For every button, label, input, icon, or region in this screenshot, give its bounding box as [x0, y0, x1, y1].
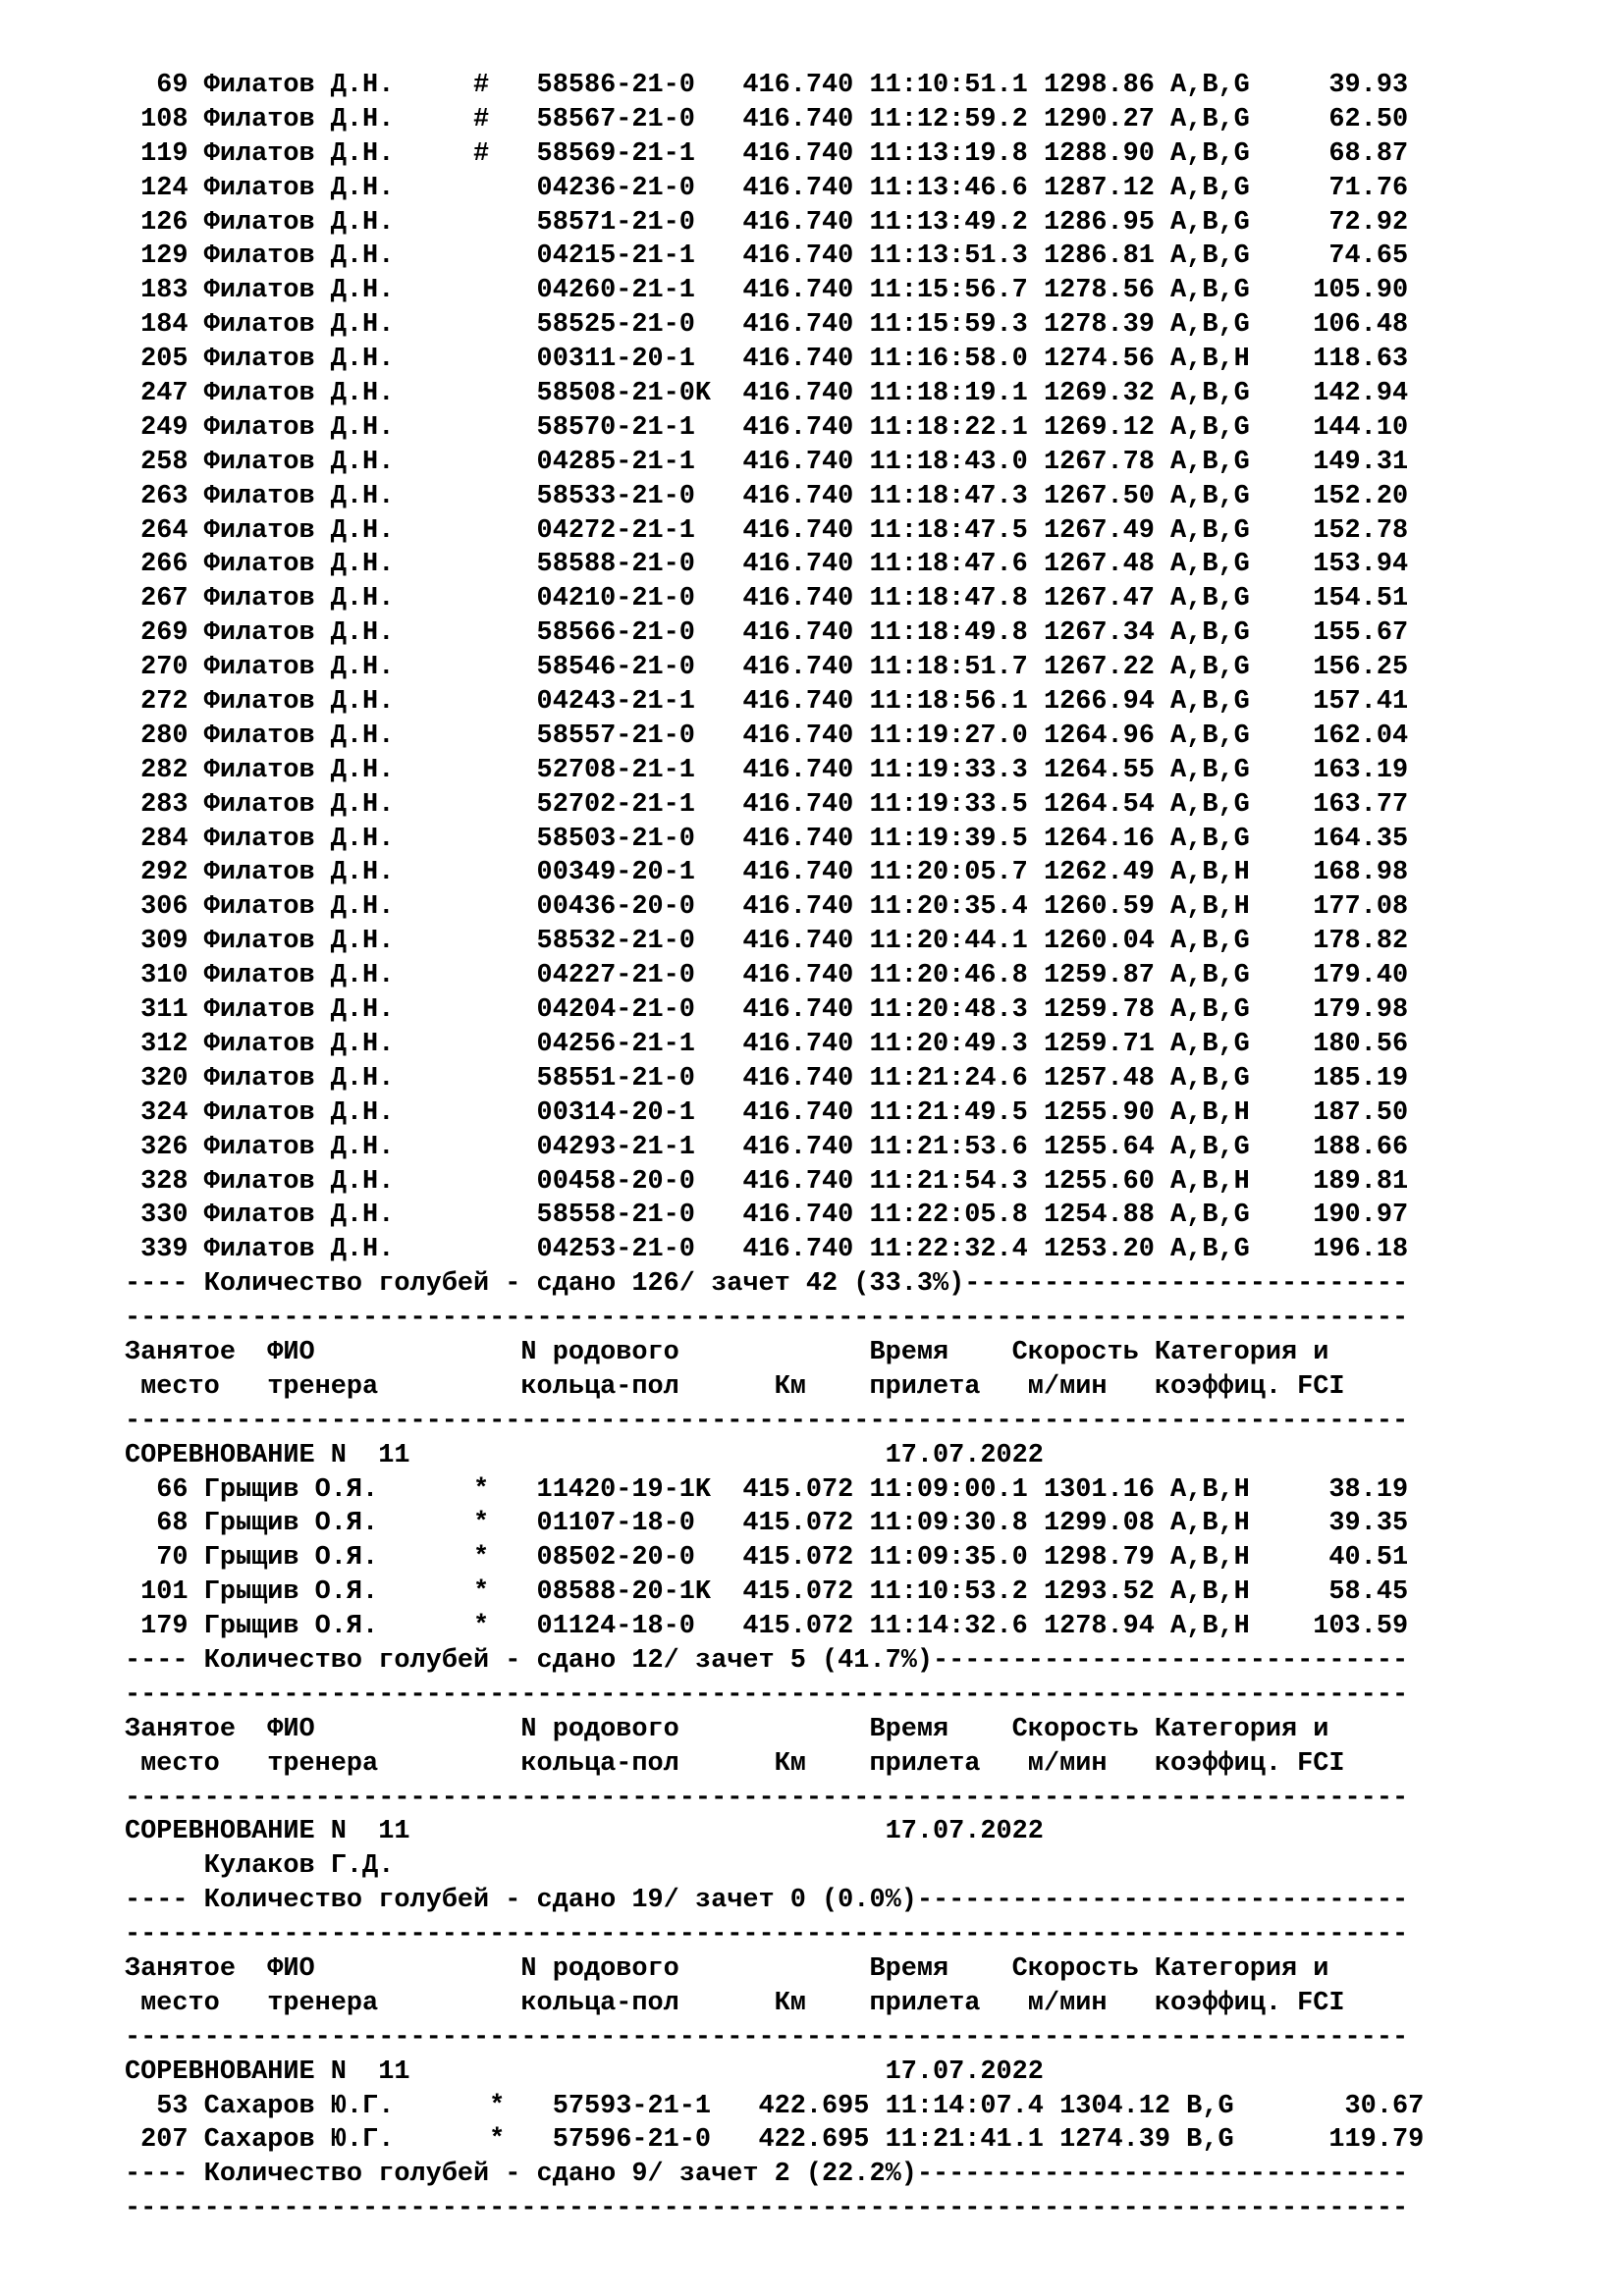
divider-line: --------------------------------------------------------------------------------- — [125, 1920, 1409, 1950]
divider-line: --------------------------------------------------------------------------------- — [125, 1406, 1409, 1436]
result-row: 119 Филатов Д.Н. # 58569-21-1 416.740 11:13:19.8 1288.90 A,B,G 68.87 — [125, 138, 1409, 169]
divider-line: --------------------------------------------------------------------------------- — [125, 1783, 1409, 1813]
result-row: 264 Филатов Д.Н. 04272-21-1 416.740 11:18:47.5 1267.49 A,B,G 152.78 — [125, 515, 1409, 546]
section-summary: ---- Количество голубей - сдано 19/ зачет 0 (0.0%)------------------------------- — [125, 1886, 1409, 1916]
competition-heading: СОРЕВНОВАНИЕ N 11 17.07.2022 — [125, 2056, 1044, 2087]
result-row: 309 Филатов Д.Н. 58532-21-0 416.740 11:20:44.1 1260.04 A,B,G 178.82 — [125, 927, 1409, 957]
column-header: место тренера кольца-пол Км прилета м/мин коэффиц. FCI — [125, 1748, 1345, 1779]
result-row: 53 Сахаров Ю.Г. * 57593-21-1 422.695 11:14:07.4 1304.12 B,G 30.67 — [125, 2091, 1425, 2121]
section-summary: ---- Количество голубей - сдано 12/ зачет 5 (41.7%)------------------------------ — [125, 1645, 1409, 1676]
result-row: 69 Филатов Д.Н. # 58586-21-0 416.740 11:10:51.1 1298.86 A,B,G 39.93 — [125, 71, 1409, 100]
result-row: 311 Филатов Д.Н. 04204-21-0 416.740 11:20:48.3 1259.78 A,B,G 179.98 — [125, 995, 1409, 1026]
result-row: 258 Филатов Д.Н. 04285-21-1 416.740 11:18:43.0 1267.78 A,B,G 149.31 — [125, 447, 1409, 477]
result-row: 270 Филатов Д.Н. 58546-21-0 416.740 11:18:51.7 1267.22 A,B,G 156.25 — [125, 653, 1409, 683]
result-row: 68 Грыщив О.Я. * 01107-18-0 415.072 11:09:30.8 1299.08 A,B,H 39.35 — [125, 1509, 1409, 1539]
result-row: 207 Сахаров Ю.Г. * 57596-21-0 422.695 11:21:41.1 1274.39 B,G 119.79 — [125, 2125, 1425, 2156]
divider-line: --------------------------------------------------------------------------------- — [125, 2194, 1409, 2224]
result-row: 284 Филатов Д.Н. 58503-21-0 416.740 11:19:39.5 1264.16 A,B,G 164.35 — [125, 824, 1409, 854]
result-row: 306 Филатов Д.Н. 00436-20-0 416.740 11:20:35.4 1260.59 A,B,H 177.08 — [125, 892, 1409, 923]
divider-line: --------------------------------------------------------------------------------- — [125, 1304, 1409, 1334]
result-row: 129 Филатов Д.Н. 04215-21-1 416.740 11:13:51.3 1286.81 A,B,G 74.65 — [125, 241, 1409, 272]
result-row: 267 Филатов Д.Н. 04210-21-0 416.740 11:18:47.8 1267.47 A,B,G 154.51 — [125, 584, 1409, 614]
competition-heading: СОРЕВНОВАНИЕ N 11 17.07.2022 — [125, 1440, 1044, 1470]
result-row: 101 Грыщив О.Я. * 08588-20-1K 415.072 11:10:53.2 1293.52 A,B,H 58.45 — [125, 1577, 1409, 1608]
result-row: 312 Филатов Д.Н. 04256-21-1 416.740 11:20:49.3 1259.71 A,B,G 180.56 — [125, 1029, 1409, 1059]
result-row: 183 Филатов Д.Н. 04260-21-1 416.740 11:15:56.7 1278.56 A,B,G 105.90 — [125, 276, 1409, 306]
result-row: 280 Филатов Д.Н. 58557-21-0 416.740 11:19:27.0 1264.96 A,B,G 162.04 — [125, 721, 1409, 751]
result-row: 310 Филатов Д.Н. 04227-21-0 416.740 11:20:46.8 1259.87 A,B,G 179.40 — [125, 961, 1409, 991]
result-row: 272 Филатов Д.Н. 04243-21-1 416.740 11:18:56.1 1266.94 A,B,G 157.41 — [125, 687, 1409, 718]
column-header: Занятое ФИО N родового Время Скорость Категория и — [125, 1953, 1329, 1984]
fancier-name: Кулаков Г.Д. — [125, 1851, 395, 1882]
result-row: 263 Филатов Д.Н. 58533-21-0 416.740 11:18:47.3 1267.50 A,B,G 152.20 — [125, 481, 1409, 511]
result-row: 326 Филатов Д.Н. 04293-21-1 416.740 11:21:53.6 1255.64 A,B,G 188.66 — [125, 1132, 1409, 1162]
result-row: 330 Филатов Д.Н. 58558-21-0 416.740 11:22:05.8 1254.88 A,B,G 190.97 — [125, 1201, 1409, 1231]
section-summary: ---- Количество голубей - сдано 126/ зачет 42 (33.3%)---------------------------- — [125, 1269, 1409, 1300]
result-row: 328 Филатов Д.Н. 00458-20-0 416.740 11:21:54.3 1255.60 A,B,H 189.81 — [125, 1166, 1409, 1197]
result-row: 179 Грыщив О.Я. * 01124-18-0 415.072 11:14:32.6 1278.94 A,B,H 103.59 — [125, 1612, 1409, 1642]
column-header: место тренера кольца-пол Км прилета м/мин коэффиц. FCI — [125, 1988, 1345, 2018]
result-row: 283 Филатов Д.Н. 52702-21-1 416.740 11:19:33.5 1264.54 A,B,G 163.77 — [125, 789, 1409, 820]
result-row: 282 Филатов Д.Н. 52708-21-1 416.740 11:19:33.3 1264.55 A,B,G 163.19 — [125, 755, 1409, 785]
result-row: 292 Филатов Д.Н. 00349-20-1 416.740 11:20:05.7 1262.49 A,B,H 168.98 — [125, 858, 1409, 888]
result-row: 108 Филатов Д.Н. # 58567-21-0 416.740 11:12:59.2 1290.27 A,B,G 62.50 — [125, 104, 1409, 134]
results-printout — [125, 69, 1597, 2226]
result-row: 269 Филатов Д.Н. 58566-21-0 416.740 11:18:49.8 1267.34 A,B,G 155.67 — [125, 618, 1409, 649]
divider-line: --------------------------------------------------------------------------------- — [125, 1680, 1409, 1710]
column-header: Занятое ФИО N родового Время Скорость Категория и — [125, 1337, 1329, 1367]
result-row: 266 Филатов Д.Н. 58588-21-0 416.740 11:18:47.6 1267.48 A,B,G 153.94 — [125, 550, 1409, 580]
divider-line: --------------------------------------------------------------------------------- — [125, 2022, 1409, 2053]
competition-heading: СОРЕВНОВАНИЕ N 11 17.07.2022 — [125, 1817, 1044, 1847]
result-row: 320 Филатов Д.Н. 58551-21-0 416.740 11:21:24.6 1257.48 A,B,G 185.19 — [125, 1063, 1409, 1094]
result-row: 126 Филатов Д.Н. 58571-21-0 416.740 11:13:49.2 1286.95 A,B,G 72.92 — [125, 207, 1409, 238]
result-row: 339 Филатов Д.Н. 04253-21-0 416.740 11:22:32.4 1253.20 A,B,G 196.18 — [125, 1235, 1409, 1265]
result-row: 247 Филатов Д.Н. 58508-21-0K 416.740 11:18:19.1 1269.32 A,B,G 142.94 — [125, 379, 1409, 409]
column-header: место тренера кольца-пол Км прилета м/мин коэффиц. FCI — [125, 1371, 1345, 1402]
result-row: 249 Филатов Д.Н. 58570-21-1 416.740 11:18:22.1 1269.12 A,B,G 144.10 — [125, 412, 1409, 443]
result-row: 184 Филатов Д.Н. 58525-21-0 416.740 11:15:59.3 1278.39 A,B,G 106.48 — [125, 310, 1409, 341]
result-row: 70 Грыщив О.Я. * 08502-20-0 415.072 11:09:35.0 1298.79 A,B,H 40.51 — [125, 1543, 1409, 1574]
result-row: 205 Филатов Д.Н. 00311-20-1 416.740 11:16:58.0 1274.56 A,B,H 118.63 — [125, 345, 1409, 375]
section-summary: ---- Количество голубей - сдано 9/ зачет 2 (22.2%)------------------------------- — [125, 2160, 1409, 2190]
column-header: Занятое ФИО N родового Время Скорость Категория и — [125, 1714, 1329, 1744]
result-row: 124 Филатов Д.Н. 04236-21-0 416.740 11:13:46.6 1287.12 A,B,G 71.76 — [125, 173, 1409, 203]
result-row: 66 Грыщив О.Я. * 11420-19-1K 415.072 11:09:00.1 1301.16 A,B,H 38.19 — [125, 1474, 1409, 1505]
result-row: 324 Филатов Д.Н. 00314-20-1 416.740 11:21:49.5 1255.90 A,B,H 187.50 — [125, 1097, 1409, 1128]
